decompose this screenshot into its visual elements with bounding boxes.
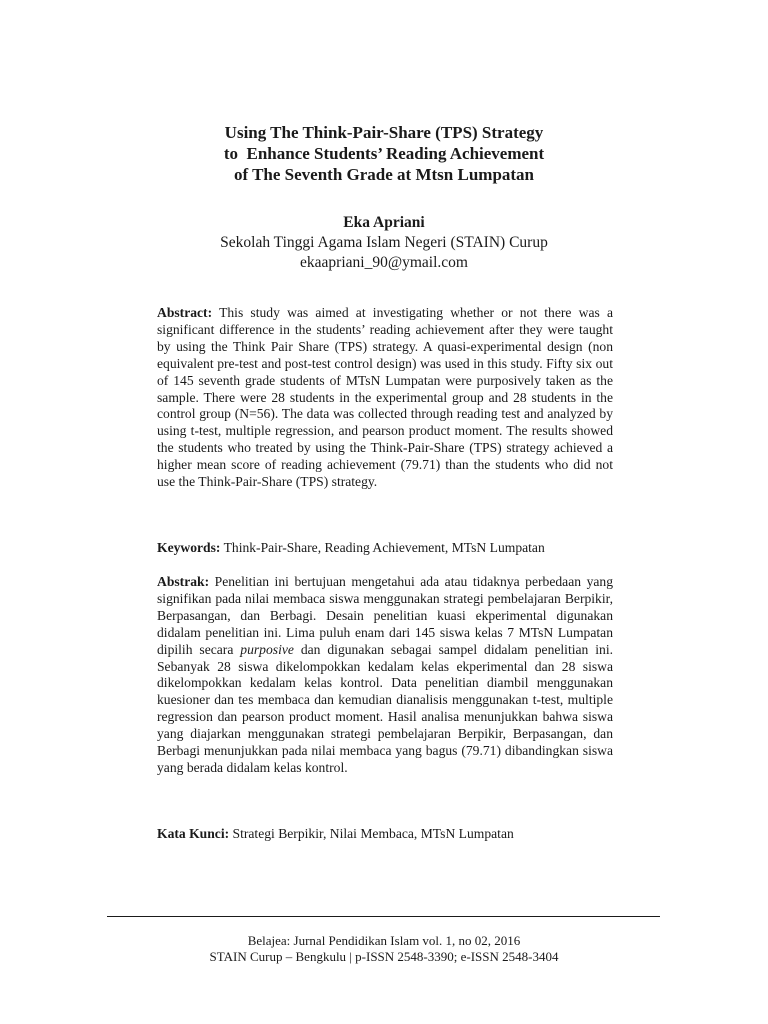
kata-kunci-text: Strategi Berpikir, Nilai Membaca, MTsN Lumpatan: [229, 826, 514, 841]
footer-issn-line: STAIN Curup – Bengkulu | p-ISSN 2548-3390; e-ISSN 2548-3404: [209, 949, 559, 964]
title-line-1: Using The Think-Pair-Share (TPS) Strategy: [224, 123, 544, 142]
title-line-2: to Enhance Students’ Reading Achievement: [223, 144, 545, 163]
abstrak-label: Abstrak:: [157, 574, 210, 589]
abstrak-text-before: Penelitian ini bertujuan mengetahui ada atau tidaknya perbedaan yang signifikan pada nilai membaca siswa menggunakan strategi pembelajaran Berpikir, Berpasangan, dan Berbagi. Desain penelitian kuasi ekperimental digunakan didalam penelitian ini. Lima puluh enam dari 145 siswa kelas 7 MTsN Lumpatan dipilih secara: [157, 574, 613, 657]
kata-kunci-line: [157, 826, 613, 843]
abstrak-text-after: dan digunakan sebagai sampel didalam penelitian ini. Sebanyak 28 siswa dikelompokkan kedalam kelas ekperimental dan 28 siswa dikelompokkan kedalam kelas kontrol. Data penelitian diambil menggunakan kuesioner dan tes membaca dan kemudian dianalisis menggunakan t-test, multiple regression dan pearson product moment. Hasil analisa menunjukkan bahwa siswa yang diajarkan menggunakan strategi pembelajaran Berpikir, Berpasangan, dan Berbagi menunjukkan pada nilai membaca yang bagus (79.71) dibandingkan siswa yang berada didalam kelas kontrol.: [157, 641, 613, 775]
abstract-label: Abstract:: [157, 305, 213, 320]
abstract-paragraph: [157, 305, 613, 491]
journal-footer: [0, 933, 768, 965]
author-block: [0, 213, 768, 273]
author-affiliation: Sekolah Tinggi Agama Islam Negeri (STAIN) Curup: [220, 234, 548, 251]
author-name: Eka Apriani: [343, 214, 425, 231]
footer-journal-line: Belajea: Jurnal Pendidikan Islam vol. 1, no 02, 2016: [247, 933, 521, 948]
keywords-text: Think-Pair-Share, Reading Achievement, MTsN Lumpatan: [220, 540, 545, 555]
abstrak-italic-term: purposive: [240, 641, 294, 657]
abstract-text: This study was aimed at investigating whether or not there was a significant difference in the students’ reading achievement after they were taught by using the Think Pair Share (TPS) strategy. A quasi-experimental design (non equivalent pre-test and post-test control design) was used in this study. Fifty six out of 145 seventh grade students of MTsN Lumpatan were purposively taken as the sample. There were 28 students in the experimental group and 28 students in the control group (N=56). The data was collected through reading test and analyzed by using t-test, multiple regression, and pearson product moment. The results showed the students who treated by using the Think-Pair-Share (TPS) strategy achieved a higher mean score of reading achievement (79.71) than the students who did not use the Think-Pair-Share (TPS) strategy.: [157, 305, 613, 490]
keywords-line: [157, 540, 613, 557]
title-line-3: of The Seventh Grade at Mtsn Lumpatan: [233, 165, 535, 184]
author-email: ekaapriani_90@ymail.com: [300, 254, 468, 271]
kata-kunci-label: Kata Kunci:: [157, 826, 230, 841]
paper-title: [0, 122, 768, 185]
keywords-label: Keywords:: [157, 540, 221, 555]
abstrak-paragraph: [157, 574, 613, 777]
footer-divider: [107, 916, 660, 917]
